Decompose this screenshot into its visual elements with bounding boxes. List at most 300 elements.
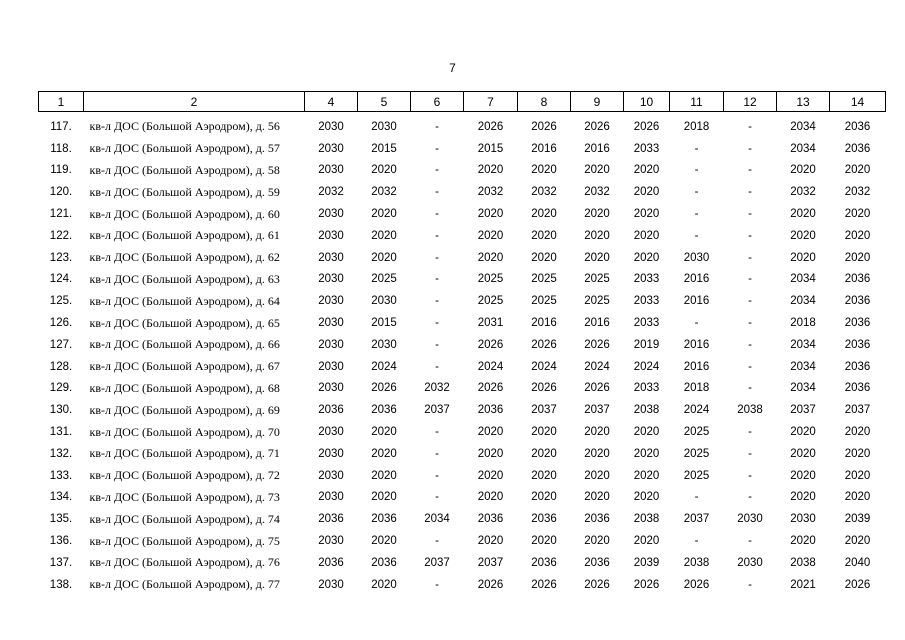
year-cell: 2020: [844, 426, 871, 439]
year-cell: -: [748, 338, 752, 351]
row-number: 129.: [49, 382, 73, 395]
year-cell: 2032: [318, 186, 344, 199]
year-cell: 2036: [844, 295, 871, 308]
year-cell: -: [435, 578, 439, 591]
year-cell: 2026: [531, 338, 557, 351]
year-cell: -: [694, 142, 699, 155]
year-cell: -: [435, 317, 439, 330]
year-cell: 2020: [477, 208, 504, 221]
year-cell: -: [748, 164, 752, 177]
year-cell: 2038: [683, 556, 710, 569]
year-cell: 2037: [790, 404, 816, 417]
year-cell: 2020: [477, 426, 504, 439]
address-cell: кв-л ДОС (Большой Аэродром), д. 70: [89, 424, 280, 439]
year-cell: 2038: [633, 404, 660, 417]
address-cell: кв-л ДОС (Большой Аэродром), д. 66: [89, 337, 280, 352]
year-cell: 2016: [683, 360, 710, 373]
year-cell: 2020: [584, 535, 610, 548]
year-cell: 2026: [633, 578, 660, 591]
year-cell: 2039: [844, 513, 871, 526]
year-cell: 2037: [477, 556, 504, 569]
year-cell: -: [748, 491, 752, 504]
year-cell: -: [748, 142, 752, 155]
year-cell: 2025: [683, 447, 710, 460]
address-cell: кв-л ДОС (Большой Аэродром), д. 60: [89, 206, 280, 221]
year-cell: 2020: [844, 229, 871, 242]
year-cell: 2025: [683, 426, 710, 439]
year-cell: 2024: [683, 404, 710, 417]
year-cell: 2036: [844, 120, 871, 133]
year-cell: 2024: [477, 360, 504, 373]
year-cell: 2032: [584, 186, 610, 199]
year-cell: 2020: [371, 535, 397, 548]
address-cell: кв-л ДОС (Большой Аэродром), д. 69: [89, 402, 280, 417]
table-row: [39, 269, 886, 291]
address-cell: кв-л ДОС (Большой Аэродром), д. 57: [89, 141, 280, 156]
year-cell: 2037: [531, 404, 557, 417]
year-cell: 2030: [318, 426, 344, 439]
year-cell: 2025: [371, 273, 397, 286]
year-cell: 2032: [477, 186, 504, 199]
year-cell: 2030: [318, 447, 344, 460]
year-cell: -: [748, 360, 752, 373]
year-cell: 2037: [424, 556, 450, 569]
year-cell: 2020: [633, 208, 660, 221]
year-cell: -: [748, 273, 752, 286]
year-cell: 2020: [477, 469, 504, 482]
year-cell: 2037: [424, 404, 450, 417]
year-cell: 2025: [683, 469, 710, 482]
year-cell: -: [748, 295, 752, 308]
year-cell: 2032: [424, 382, 450, 395]
year-cell: 2020: [531, 447, 557, 460]
year-cell: -: [435, 295, 439, 308]
year-cell: 2020: [584, 447, 610, 460]
year-cell: 2026: [477, 578, 504, 591]
year-cell: 2030: [318, 229, 344, 242]
address-cell: кв-л ДОС (Большой Аэродром), д. 68: [89, 380, 280, 395]
year-cell: 2036: [318, 404, 344, 417]
column-header: 13: [777, 92, 830, 112]
year-cell: 2016: [531, 317, 557, 330]
year-cell: 2034: [790, 382, 816, 395]
year-cell: 2030: [371, 120, 397, 133]
year-cell: -: [435, 186, 439, 199]
year-cell: 2030: [318, 469, 344, 482]
table-row: [39, 247, 886, 269]
year-cell: 2016: [531, 142, 557, 155]
year-cell: 2037: [683, 513, 710, 526]
year-cell: 2033: [633, 273, 660, 286]
year-cell: 2036: [844, 273, 871, 286]
year-cell: 2037: [844, 404, 871, 417]
year-cell: 2020: [531, 208, 557, 221]
year-cell: 2020: [790, 426, 816, 439]
year-cell: 2020: [844, 535, 871, 548]
year-cell: 2020: [477, 447, 504, 460]
year-cell: -: [748, 229, 752, 242]
year-cell: 2030: [318, 317, 344, 330]
year-cell: 2021: [790, 578, 816, 591]
address-cell: кв-л ДОС (Большой Аэродром), д. 63: [89, 271, 280, 286]
year-cell: 2024: [584, 360, 610, 373]
year-cell: 2020: [790, 164, 816, 177]
table-header: [39, 92, 886, 112]
year-cell: 2020: [844, 251, 871, 264]
year-cell: 2036: [477, 513, 504, 526]
year-cell: 2020: [584, 164, 610, 177]
year-cell: 2033: [633, 382, 660, 395]
year-cell: 2026: [531, 120, 557, 133]
year-cell: 2026: [477, 120, 504, 133]
year-cell: 2026: [584, 120, 610, 133]
row-number: 135.: [49, 513, 73, 526]
year-cell: -: [435, 338, 439, 351]
year-cell: 2036: [318, 556, 344, 569]
table-row: [39, 465, 886, 487]
year-cell: 2020: [790, 447, 816, 460]
column-header: 4: [305, 92, 358, 112]
year-cell: -: [694, 208, 699, 221]
year-cell: 2030: [318, 295, 344, 308]
year-cell: 2034: [424, 513, 450, 526]
year-cell: -: [694, 317, 699, 330]
row-number: 133.: [49, 469, 73, 482]
year-cell: 2026: [584, 338, 610, 351]
year-cell: -: [748, 469, 752, 482]
year-cell: 2020: [371, 469, 397, 482]
year-cell: 2036: [584, 556, 610, 569]
year-cell: -: [748, 535, 752, 548]
year-cell: 2025: [531, 273, 557, 286]
address-cell: кв-л ДОС (Большой Аэродром), д. 77: [89, 577, 280, 592]
year-cell: 2016: [683, 295, 710, 308]
year-cell: 2025: [531, 295, 557, 308]
year-cell: 2036: [531, 556, 557, 569]
table-row: [39, 112, 886, 138]
year-cell: -: [435, 229, 439, 242]
row-number: 121.: [49, 208, 73, 221]
year-cell: 2015: [371, 317, 397, 330]
year-cell: 2034: [790, 273, 816, 286]
year-cell: 2020: [371, 229, 397, 242]
address-cell: кв-л ДОС (Большой Аэродром), д. 65: [89, 315, 280, 330]
column-header: 9: [571, 92, 624, 112]
table-row: [39, 574, 886, 596]
year-cell: 2024: [371, 360, 397, 373]
table-row: [39, 552, 886, 574]
year-cell: 2020: [531, 426, 557, 439]
year-cell: 2020: [844, 447, 871, 460]
year-cell: 2020: [371, 426, 397, 439]
year-cell: 2037: [584, 404, 610, 417]
year-cell: -: [748, 186, 752, 199]
year-cell: 2036: [844, 360, 871, 373]
year-cell: 2030: [318, 491, 344, 504]
year-cell: 2020: [531, 164, 557, 177]
year-cell: 2038: [737, 404, 763, 417]
page-number: 7: [449, 61, 456, 75]
row-number: 117.: [50, 120, 72, 133]
table-row: [39, 421, 886, 443]
year-cell: 2036: [371, 513, 397, 526]
year-cell: 2020: [584, 469, 610, 482]
year-cell: 2030: [318, 535, 344, 548]
year-cell: 2020: [371, 164, 397, 177]
table-body: [39, 112, 886, 596]
year-cell: 2020: [790, 229, 816, 242]
year-cell: 2038: [633, 513, 660, 526]
year-cell: 2026: [683, 578, 710, 591]
year-cell: -: [748, 208, 752, 221]
row-number: 119.: [50, 164, 72, 177]
year-cell: 2036: [844, 317, 871, 330]
table-row: [39, 508, 886, 530]
year-cell: 2026: [531, 382, 557, 395]
row-number: 122.: [49, 229, 73, 242]
column-header: 10: [624, 92, 670, 112]
year-cell: 2033: [633, 142, 660, 155]
year-cell: -: [748, 251, 752, 264]
year-cell: 2020: [633, 426, 660, 439]
year-cell: 2025: [477, 295, 504, 308]
year-cell: 2026: [633, 120, 660, 133]
year-cell: 2033: [633, 295, 660, 308]
address-cell: кв-л ДОС (Большой Аэродром), д. 58: [89, 162, 280, 177]
year-cell: -: [694, 535, 699, 548]
year-cell: 2020: [790, 251, 816, 264]
header-row: [39, 92, 886, 112]
year-cell: 2039: [633, 556, 660, 569]
year-cell: 2020: [477, 535, 504, 548]
year-cell: 2030: [318, 164, 344, 177]
year-cell: -: [435, 120, 439, 133]
year-cell: 2015: [477, 142, 504, 155]
year-cell: -: [748, 578, 752, 591]
year-cell: 2030: [318, 578, 344, 591]
year-cell: 2015: [371, 142, 397, 155]
year-cell: 2030: [683, 251, 710, 264]
year-cell: 2030: [737, 513, 763, 526]
year-cell: 2018: [683, 120, 710, 133]
address-cell: кв-л ДОС (Большой Аэродром), д. 67: [89, 359, 280, 374]
row-number: 128.: [49, 360, 73, 373]
address-cell: кв-л ДОС (Большой Аэродром), д. 61: [89, 228, 280, 243]
year-cell: -: [435, 426, 439, 439]
year-cell: 2020: [633, 491, 660, 504]
year-cell: -: [748, 447, 752, 460]
address-cell: кв-л ДОС (Большой Аэродром), д. 75: [89, 533, 280, 548]
year-cell: 2032: [531, 186, 557, 199]
year-cell: -: [435, 447, 439, 460]
year-cell: 2030: [318, 142, 344, 155]
address-cell: кв-л ДОС (Большой Аэродром), д. 76: [89, 555, 280, 570]
year-cell: 2020: [790, 535, 816, 548]
year-cell: -: [435, 535, 439, 548]
year-cell: 2020: [584, 491, 610, 504]
year-cell: 2020: [584, 426, 610, 439]
year-cell: 2026: [584, 382, 610, 395]
year-cell: -: [694, 186, 699, 199]
year-cell: 2036: [477, 404, 504, 417]
year-cell: 2036: [844, 382, 871, 395]
year-cell: 2036: [531, 513, 557, 526]
year-cell: -: [748, 317, 752, 330]
year-cell: 2020: [371, 208, 397, 221]
table-row: [39, 312, 886, 334]
year-cell: 2036: [844, 338, 871, 351]
year-cell: 2038: [790, 556, 816, 569]
year-cell: -: [435, 208, 439, 221]
year-cell: 2032: [790, 186, 816, 199]
year-cell: 2016: [683, 338, 710, 351]
year-cell: -: [435, 142, 439, 155]
year-cell: -: [748, 120, 752, 133]
column-header: 8: [518, 92, 571, 112]
year-cell: 2016: [584, 142, 610, 155]
table-row: [39, 225, 886, 247]
year-cell: -: [435, 491, 439, 504]
year-cell: 2020: [531, 251, 557, 264]
year-cell: 2020: [477, 491, 504, 504]
year-cell: -: [435, 164, 439, 177]
address-cell: кв-л ДОС (Большой Аэродром), д. 64: [89, 293, 280, 308]
year-cell: 2020: [633, 469, 660, 482]
year-cell: 2020: [584, 229, 610, 242]
year-cell: 2020: [531, 229, 557, 242]
column-header: 14: [830, 92, 886, 112]
year-cell: 2033: [633, 317, 660, 330]
table-row: [39, 290, 886, 312]
year-cell: 2024: [633, 360, 660, 373]
year-cell: 2036: [844, 142, 871, 155]
year-cell: 2030: [371, 338, 397, 351]
year-cell: 2020: [790, 469, 816, 482]
row-number: 123.: [49, 251, 73, 264]
year-cell: 2030: [318, 382, 344, 395]
year-cell: 2018: [683, 382, 710, 395]
year-cell: 2034: [790, 120, 816, 133]
year-cell: 2030: [318, 273, 344, 286]
year-cell: 2020: [531, 469, 557, 482]
row-number: 138.: [49, 578, 73, 591]
year-cell: -: [435, 469, 439, 482]
column-header: 12: [724, 92, 777, 112]
year-cell: 2020: [790, 208, 816, 221]
year-cell: -: [694, 229, 699, 242]
year-cell: 2040: [844, 556, 871, 569]
year-cell: 2025: [584, 273, 610, 286]
year-cell: 2030: [790, 513, 816, 526]
year-cell: 2020: [371, 491, 397, 504]
year-cell: 2020: [531, 535, 557, 548]
year-cell: 2020: [371, 578, 397, 591]
year-cell: 2034: [790, 295, 816, 308]
year-cell: 2020: [477, 229, 504, 242]
table-row: [39, 181, 886, 203]
year-cell: 2030: [371, 295, 397, 308]
table-row: [39, 378, 886, 400]
year-cell: 2024: [531, 360, 557, 373]
address-cell: кв-л ДОС (Большой Аэродром), д. 59: [89, 184, 280, 199]
table-row: [39, 399, 886, 421]
year-cell: 2020: [844, 491, 871, 504]
year-cell: 2030: [318, 251, 344, 264]
row-number: 136.: [49, 535, 73, 548]
year-cell: 2036: [318, 513, 344, 526]
year-cell: 2032: [844, 186, 871, 199]
year-cell: 2020: [633, 164, 660, 177]
year-cell: 2026: [844, 578, 871, 591]
year-cell: 2020: [844, 469, 871, 482]
table-row: [39, 356, 886, 378]
year-cell: 2020: [584, 251, 610, 264]
column-header: 2: [84, 92, 305, 112]
table-row: [39, 160, 886, 182]
row-number: 126.: [49, 317, 73, 330]
year-cell: 2034: [790, 360, 816, 373]
year-cell: 2026: [371, 382, 397, 395]
table-row: [39, 487, 886, 509]
year-cell: 2020: [633, 447, 660, 460]
row-number: 131.: [49, 426, 73, 439]
row-number: 132.: [49, 447, 73, 460]
year-cell: 2034: [790, 142, 816, 155]
year-cell: 2030: [318, 208, 344, 221]
row-number: 130.: [49, 404, 73, 417]
year-cell: 2032: [371, 186, 397, 199]
row-number: 118.: [50, 142, 72, 155]
year-cell: -: [748, 426, 752, 439]
year-cell: 2020: [633, 535, 660, 548]
table-row: [39, 530, 886, 552]
year-cell: -: [748, 382, 752, 395]
year-cell: 2020: [371, 251, 397, 264]
year-cell: -: [435, 251, 439, 264]
year-cell: 2018: [790, 317, 816, 330]
year-cell: 2030: [737, 556, 763, 569]
year-cell: 2025: [477, 273, 504, 286]
year-cell: 2020: [477, 164, 504, 177]
year-cell: 2020: [633, 186, 660, 199]
year-cell: -: [694, 491, 699, 504]
year-cell: -: [435, 273, 439, 286]
year-cell: 2019: [633, 338, 660, 351]
table-row: [39, 443, 886, 465]
year-cell: 2030: [318, 338, 344, 351]
column-header: 11: [670, 92, 724, 112]
column-header: 6: [411, 92, 464, 112]
year-cell: 2031: [477, 317, 504, 330]
row-number: 125.: [49, 295, 73, 308]
year-cell: 2026: [477, 382, 504, 395]
year-cell: 2034: [790, 338, 816, 351]
year-cell: 2020: [371, 447, 397, 460]
year-cell: 2030: [318, 120, 344, 133]
year-cell: 2016: [683, 273, 710, 286]
year-cell: 2025: [584, 295, 610, 308]
address-cell: кв-л ДОС (Большой Аэродром), д. 73: [89, 489, 280, 504]
table-row: [39, 203, 886, 225]
year-cell: -: [435, 360, 439, 373]
address-cell: кв-л ДОС (Большой Аэродром), д. 72: [89, 468, 280, 483]
year-cell: 2020: [633, 229, 660, 242]
year-cell: 2036: [371, 404, 397, 417]
year-cell: 2030: [318, 360, 344, 373]
year-cell: 2036: [584, 513, 610, 526]
column-header: 5: [358, 92, 411, 112]
schedule-table: [38, 91, 886, 596]
